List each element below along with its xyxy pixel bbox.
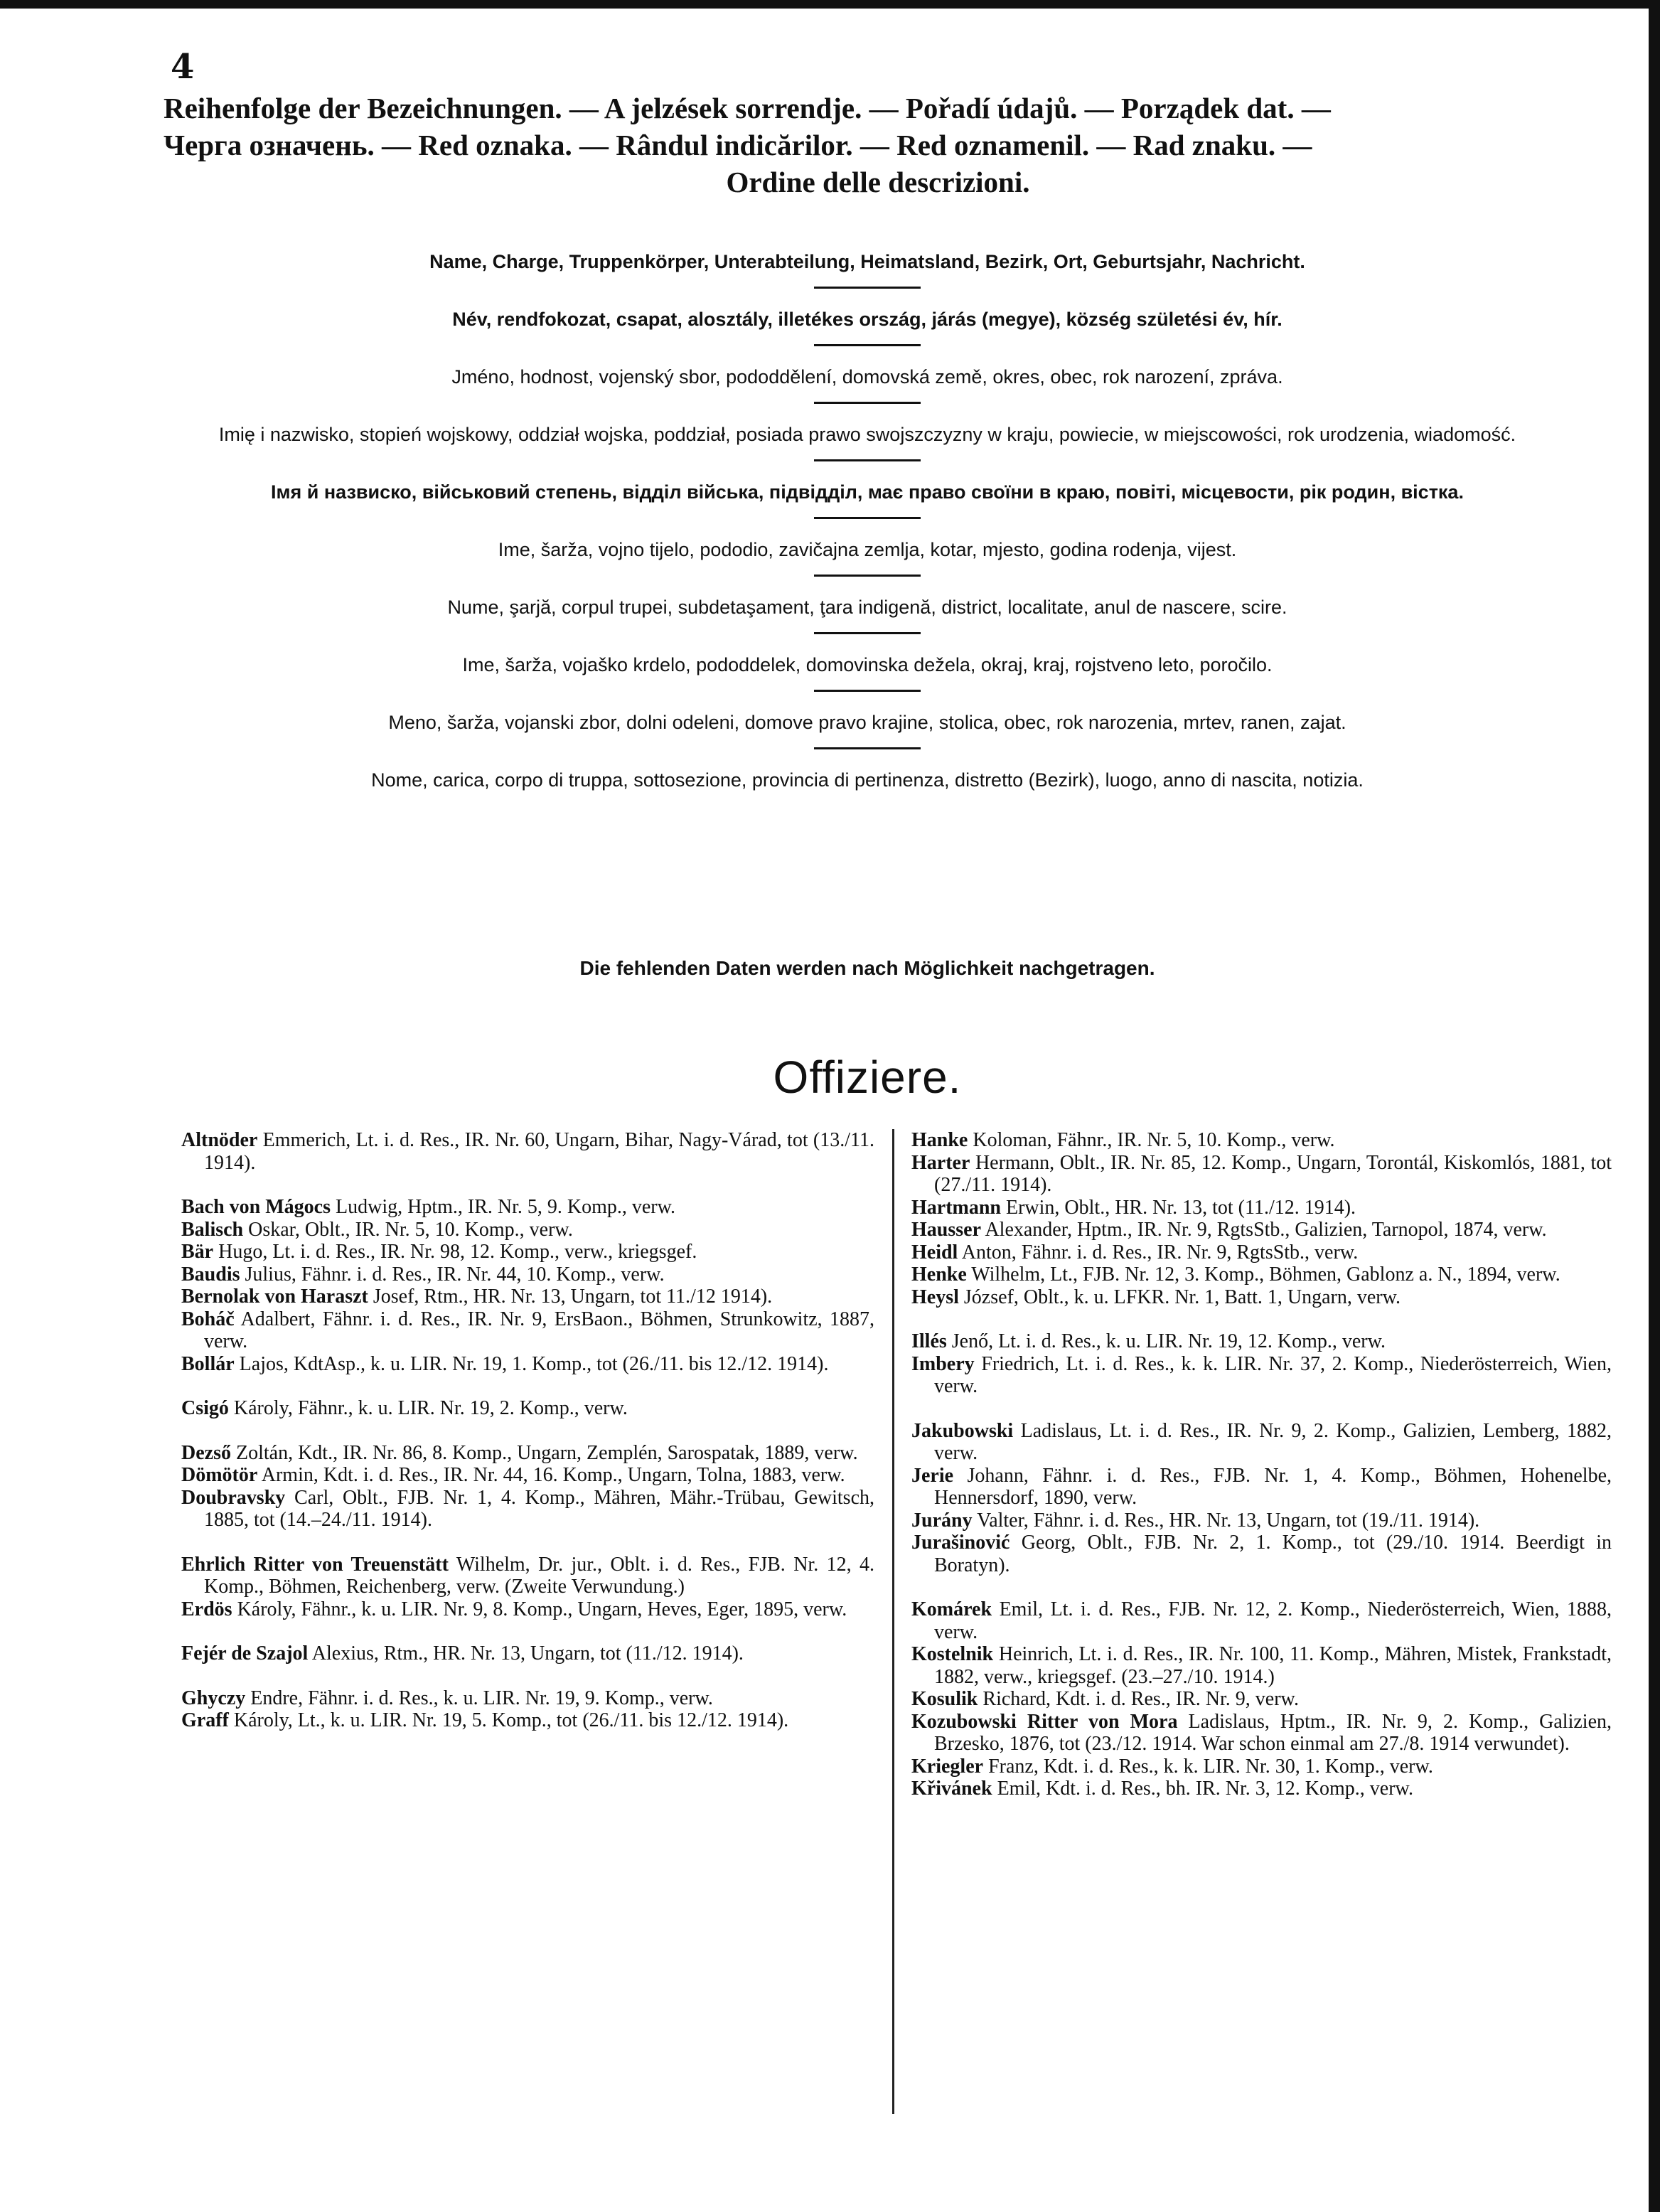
- officer-details: Friedrich, Lt. i. d. Res., k. k. LIR. Nr. 37, 2. Komp., Niederösterreich, Wien, verw.: [934, 1352, 1612, 1397]
- officer-surname: Dömötör: [181, 1464, 258, 1486]
- officer-details: Franz, Kdt. i. d. Res., k. k. LIR. Nr. 30, 1. Komp., verw.: [983, 1755, 1433, 1778]
- officer-entry: [181, 1219, 874, 1241]
- officer-details: Anton, Fähnr. i. d. Res., IR. Nr. 9, RgtsStb., verw.: [958, 1241, 1359, 1263]
- officer-details: Georg, Oblt., FJB. Nr. 2, 1. Komp., tot (29./10. 1914. Beerdigt in Boratyn).: [934, 1532, 1612, 1576]
- officer-entry: [181, 1196, 874, 1219]
- officer-entry: [181, 1487, 874, 1532]
- officer-entry: [911, 1598, 1612, 1643]
- officer-entry: [181, 1598, 874, 1621]
- officer-surname: Erdös: [181, 1598, 232, 1620]
- officer-surname: Jakubowski: [911, 1419, 1014, 1442]
- officer-details: Emil, Lt. i. d. Res., FJB. Nr. 12, 2. Komp., Niederösterreich, Wien, 1888, verw.: [934, 1598, 1612, 1643]
- officer-entry: [911, 1152, 1612, 1197]
- officer-surname: Henke: [911, 1263, 967, 1286]
- field-description: Імя й назвиско, військовий степень, відділ війська, підвідділ, має право своїни в краю, повіті, місцевости, рік родин, вістка.: [271, 481, 1464, 503]
- field-description: Jméno, hodnost, vojenský sbor, pododdělení, domovská země, okres, obec, rok narození, zpráva.: [451, 366, 1283, 388]
- order-heading-line: Черга означень. — Red oznaka. — Rândul indicărilor. — Red oznamenil. — Rad znaku. —: [164, 129, 1312, 161]
- officer-entry: [181, 1642, 874, 1665]
- officer-surname: Doubravsky: [181, 1486, 286, 1509]
- officer-entry: [181, 1442, 874, 1465]
- field-description: Ime, šarža, vojaško krdelo, pododdelek, domovinska dežela, okraj, kraj, rojstveno leto, poročilo.: [462, 654, 1273, 675]
- officer-list-left-column: [181, 1129, 874, 1732]
- officer-entry: [181, 1687, 874, 1710]
- order-heading-line: Reihenfolge der Bezeichnungen. — A jelzések sorrendje. — Pořadí údajů. — Porządek dat. —: [164, 92, 1331, 124]
- officer-surname: Fejér de Szajol: [181, 1642, 309, 1665]
- officer-details: Armin, Kdt. i. d. Res., IR. Nr. 44, 16. Komp., Ungarn, Tolna, 1883, verw.: [257, 1464, 845, 1486]
- officer-surname: Bernolak von Haraszt: [181, 1286, 368, 1308]
- officer-details: Endre, Fähnr. i. d. Res., k. u. LIR. Nr. 19, 9. Komp., verw.: [245, 1687, 713, 1709]
- officer-details: Ladislaus, Hptm., IR. Nr. 9, 2. Komp., Galizien, Brzesko, 1876, tot (23./12. 1914. War schon einmal am 27./8. 1914 verwundet).: [934, 1710, 1612, 1755]
- officer-surname: Kriegler: [911, 1755, 984, 1778]
- separator-rule: [814, 747, 921, 749]
- officer-entry: [911, 1778, 1612, 1800]
- officer-details: Adalbert, Fähnr. i. d. Res., IR. Nr. 9, ErsBaon., Böhmen, Strunkowitz, 1887, verw.: [204, 1308, 874, 1352]
- officer-entry: [181, 1308, 874, 1353]
- officer-surname: Jerie: [911, 1464, 954, 1487]
- officer-entry: [911, 1711, 1612, 1756]
- officer-details: Ludwig, Hptm., IR. Nr. 5, 9. Komp., verw.: [331, 1196, 676, 1218]
- officer-details: Emil, Kdt. i. d. Res., bh. IR. Nr. 3, 12. Komp., verw.: [992, 1778, 1413, 1800]
- officer-details: Lajos, KdtAsp., k. u. LIR. Nr. 19, 1. Komp., tot (26./11. bis 12./12. 1914).: [234, 1352, 829, 1375]
- field-description: Ime, šarža, vojno tijelo, pododio, zavičajna zemlja, kotar, mjesto, godina rodenja, vijest.: [498, 539, 1237, 560]
- officer-details: Hermann, Oblt., IR. Nr. 85, 12. Komp., Ungarn, Torontál, Kiskomlós, 1881, tot (27./11. 1914).: [934, 1151, 1612, 1196]
- officer-entry: [911, 1756, 1612, 1778]
- officer-details: Koloman, Fähnr., IR. Nr. 5, 10. Komp., verw.: [968, 1129, 1335, 1151]
- field-description: Nume, şarjă, corpul trupei, subdetaşament, ţara indigenă, district, localitate, anul de nascere, scire.: [447, 597, 1287, 618]
- officer-details: Erwin, Oblt., HR. Nr. 13, tot (11./12. 1914).: [1001, 1196, 1356, 1219]
- officer-entry: [911, 1330, 1612, 1353]
- officer-surname: Ghyczy: [181, 1687, 246, 1709]
- officer-entry: [911, 1286, 1612, 1309]
- officer-entry: [911, 1241, 1612, 1264]
- officer-surname: Křivánek: [911, 1778, 992, 1800]
- officer-details: Heinrich, Lt. i. d. Res., IR. Nr. 100, 11. Komp., Mähren, Mistek, Frankstadt, 1882, verw., kriegsgef. (23.–27./10. 1914.): [934, 1643, 1612, 1688]
- officer-details: Károly, Lt., k. u. LIR. Nr. 19, 5. Komp., tot (26./11. bis 12./12. 1914).: [228, 1709, 789, 1731]
- officer-details: Carl, Oblt., FJB. Nr. 1, 4. Komp., Mähren, Mähr.-Trübau, Gewitsch, 1885, tot (14.–24./11. 1914).: [204, 1486, 874, 1531]
- officer-surname: Balisch: [181, 1218, 244, 1241]
- field-description: Név, rendfokozat, csapat, alosztály, illetékes ország, járás (megye), község születési év, hír.: [452, 309, 1283, 330]
- officer-entry: [181, 1397, 874, 1420]
- officer-details: Oskar, Oblt., IR. Nr. 5, 10. Komp., verw.: [243, 1218, 573, 1241]
- officer-surname: Boháč: [181, 1308, 235, 1330]
- officer-details: Valter, Fähnr. i. d. Res., HR. Nr. 13, Ungarn, tot (19./11. 1914).: [972, 1509, 1480, 1532]
- officer-entry: [911, 1129, 1612, 1152]
- officer-details: Johann, Fähnr. i. d. Res., FJB. Nr. 1, 4. Komp., Böhmen, Hohenelbe, Hennersdorf, 1890, verw.: [934, 1464, 1612, 1509]
- officer-surname: Heidl: [911, 1241, 958, 1263]
- officer-details: Hugo, Lt. i. d. Res., IR. Nr. 98, 12. Komp., verw., kriegsgef.: [213, 1241, 697, 1263]
- officer-details: Károly, Fähnr., k. u. LIR. Nr. 9, 8. Komp., Ungarn, Heves, Eger, 1895, verw.: [232, 1598, 847, 1620]
- officer-surname: Hartmann: [911, 1196, 1001, 1219]
- section-title: Offiziere.: [773, 1052, 962, 1103]
- officer-details: Emmerich, Lt. i. d. Res., IR. Nr. 60, Ungarn, Bihar, Nagy-Várad, tot (13./11. 1914).: [204, 1129, 874, 1174]
- officer-entry: [181, 1464, 874, 1487]
- officer-details: Ladislaus, Lt. i. d. Res., IR. Nr. 9, 2. Komp., Galizien, Lemberg, 1882, verw.: [934, 1419, 1612, 1464]
- officer-surname: Jurašinović: [911, 1532, 1010, 1554]
- officer-details: Wilhelm, Dr. jur., Oblt. i. d. Res., FJB. Nr. 12, 4. Komp., Böhmen, Reichenberg, verw. (Zweite Verwundung.): [204, 1553, 875, 1598]
- officer-surname: Hanke: [911, 1129, 968, 1151]
- separator-rule: [814, 287, 921, 289]
- officer-entry: [911, 1219, 1612, 1241]
- page-number: 4: [171, 47, 195, 87]
- officer-surname: Harter: [911, 1151, 970, 1174]
- officer-details: Josef, Rtm., HR. Nr. 13, Ungarn, tot 11./12 1914).: [368, 1286, 773, 1308]
- separator-rule: [814, 690, 921, 692]
- order-heading-line: Ordine delle descrizioni.: [726, 166, 1030, 198]
- officer-entry: [911, 1263, 1612, 1286]
- field-description-list: [164, 249, 1571, 793]
- officer-surname: Hausser: [911, 1219, 981, 1241]
- field-description: Nome, carica, corpo di truppa, sottosezione, provincia di pertinenza, distretto (Bezirk), luogo, anno di nascita, notizia.: [371, 769, 1364, 791]
- officer-surname: Imbery: [911, 1352, 975, 1375]
- officer-surname: Ehrlich Ritter von Treuenstätt: [181, 1553, 449, 1576]
- column-divider: [892, 1129, 894, 2114]
- officer-surname: Dezső: [181, 1441, 231, 1464]
- separator-rule: [814, 575, 921, 577]
- separator-rule: [814, 632, 921, 634]
- officer-details: Julius, Fähnr. i. d. Res., IR. Nr. 44, 10. Komp., verw.: [240, 1263, 665, 1286]
- officer-surname: Graff: [181, 1709, 229, 1731]
- separator-rule: [814, 402, 921, 404]
- officer-surname: Csigó: [181, 1397, 229, 1419]
- officer-surname: Baudis: [181, 1263, 240, 1286]
- officer-entry: [181, 1554, 874, 1598]
- officer-entry: [911, 1532, 1612, 1576]
- separator-rule: [814, 344, 921, 346]
- officer-entry: [911, 1420, 1612, 1465]
- officer-surname: Heysl: [911, 1286, 959, 1308]
- officer-entry: [911, 1353, 1612, 1398]
- officer-surname: Kozubowski Ritter von Mora: [911, 1710, 1178, 1733]
- officer-entry: [181, 1129, 874, 1174]
- officer-details: Alexius, Rtm., HR. Nr. 13, Ungarn, tot (11./12. 1914).: [308, 1642, 744, 1665]
- field-description: Name, Charge, Truppenkörper, Unterabteilung, Heimatsland, Bezirk, Ort, Geburtsjahr, Nachricht.: [429, 251, 1305, 272]
- officer-surname: Bär: [181, 1241, 214, 1263]
- officer-surname: Komárek: [911, 1598, 992, 1620]
- field-description: Meno, šarža, vojanski zbor, dolni odeleni, domove pravo krajine, stolica, obec, rok narozenia, mrtev, ranen, zajat.: [388, 712, 1346, 733]
- separator-rule: [814, 459, 921, 461]
- officer-entry: [181, 1709, 874, 1732]
- officer-details: Wilhelm, Lt., FJB. Nr. 12, 3. Komp., Böhmen, Gablonz a. N., 1894, verw.: [966, 1263, 1560, 1286]
- officer-surname: Bach von Mágocs: [181, 1196, 331, 1218]
- officer-entry: [911, 1688, 1612, 1711]
- officer-details: Jenő, Lt. i. d. Res., k. u. LIR. Nr. 19, 12. Komp., verw.: [946, 1330, 1386, 1352]
- separator-rule: [814, 517, 921, 519]
- field-description: Imię i nazwisko, stopień wojskowy, oddział wojska, poddział, posiada prawo swojszczyzny w kraju, powiecie, w miejscowości, rok urodzenia, wiadomość.: [218, 424, 1516, 445]
- officer-details: József, Oblt., k. u. LFKR. Nr. 1, Batt. 1, Ungarn, verw.: [958, 1286, 1401, 1308]
- officer-entry: [181, 1286, 874, 1308]
- officer-details: Zoltán, Kdt., IR. Nr. 86, 8. Komp., Ungarn, Zemplén, Sarospatak, 1889, verw.: [230, 1441, 858, 1464]
- officer-surname: Kostelnik: [911, 1643, 994, 1665]
- officer-surname: Bollár: [181, 1352, 235, 1375]
- officer-surname: Altnöder: [181, 1129, 258, 1151]
- officer-entry: [911, 1510, 1612, 1532]
- officer-entry: [911, 1643, 1612, 1688]
- officer-details: Károly, Fähnr., k. u. LIR. Nr. 19, 2. Komp., verw.: [228, 1397, 628, 1419]
- officer-entry: [181, 1353, 874, 1376]
- officer-details: Alexander, Hptm., IR. Nr. 9, RgtsStb., Galizien, Tarnopol, 1874, verw.: [981, 1219, 1547, 1241]
- officer-details: Richard, Kdt. i. d. Res., IR. Nr. 9, verw.: [978, 1688, 1299, 1710]
- officer-list-right-column: [911, 1129, 1612, 1800]
- officer-entry: [181, 1241, 874, 1263]
- missing-data-notice: Die fehlenden Daten werden nach Möglichkeit nachgetragen.: [579, 957, 1155, 979]
- officer-entry: [181, 1263, 874, 1286]
- officer-entry: [911, 1197, 1612, 1219]
- officer-entry: [911, 1465, 1612, 1510]
- officer-surname: Illés: [911, 1330, 947, 1352]
- officer-surname: Jurány: [911, 1509, 973, 1532]
- officer-surname: Kosulik: [911, 1688, 978, 1710]
- order-heading: [164, 90, 1592, 201]
